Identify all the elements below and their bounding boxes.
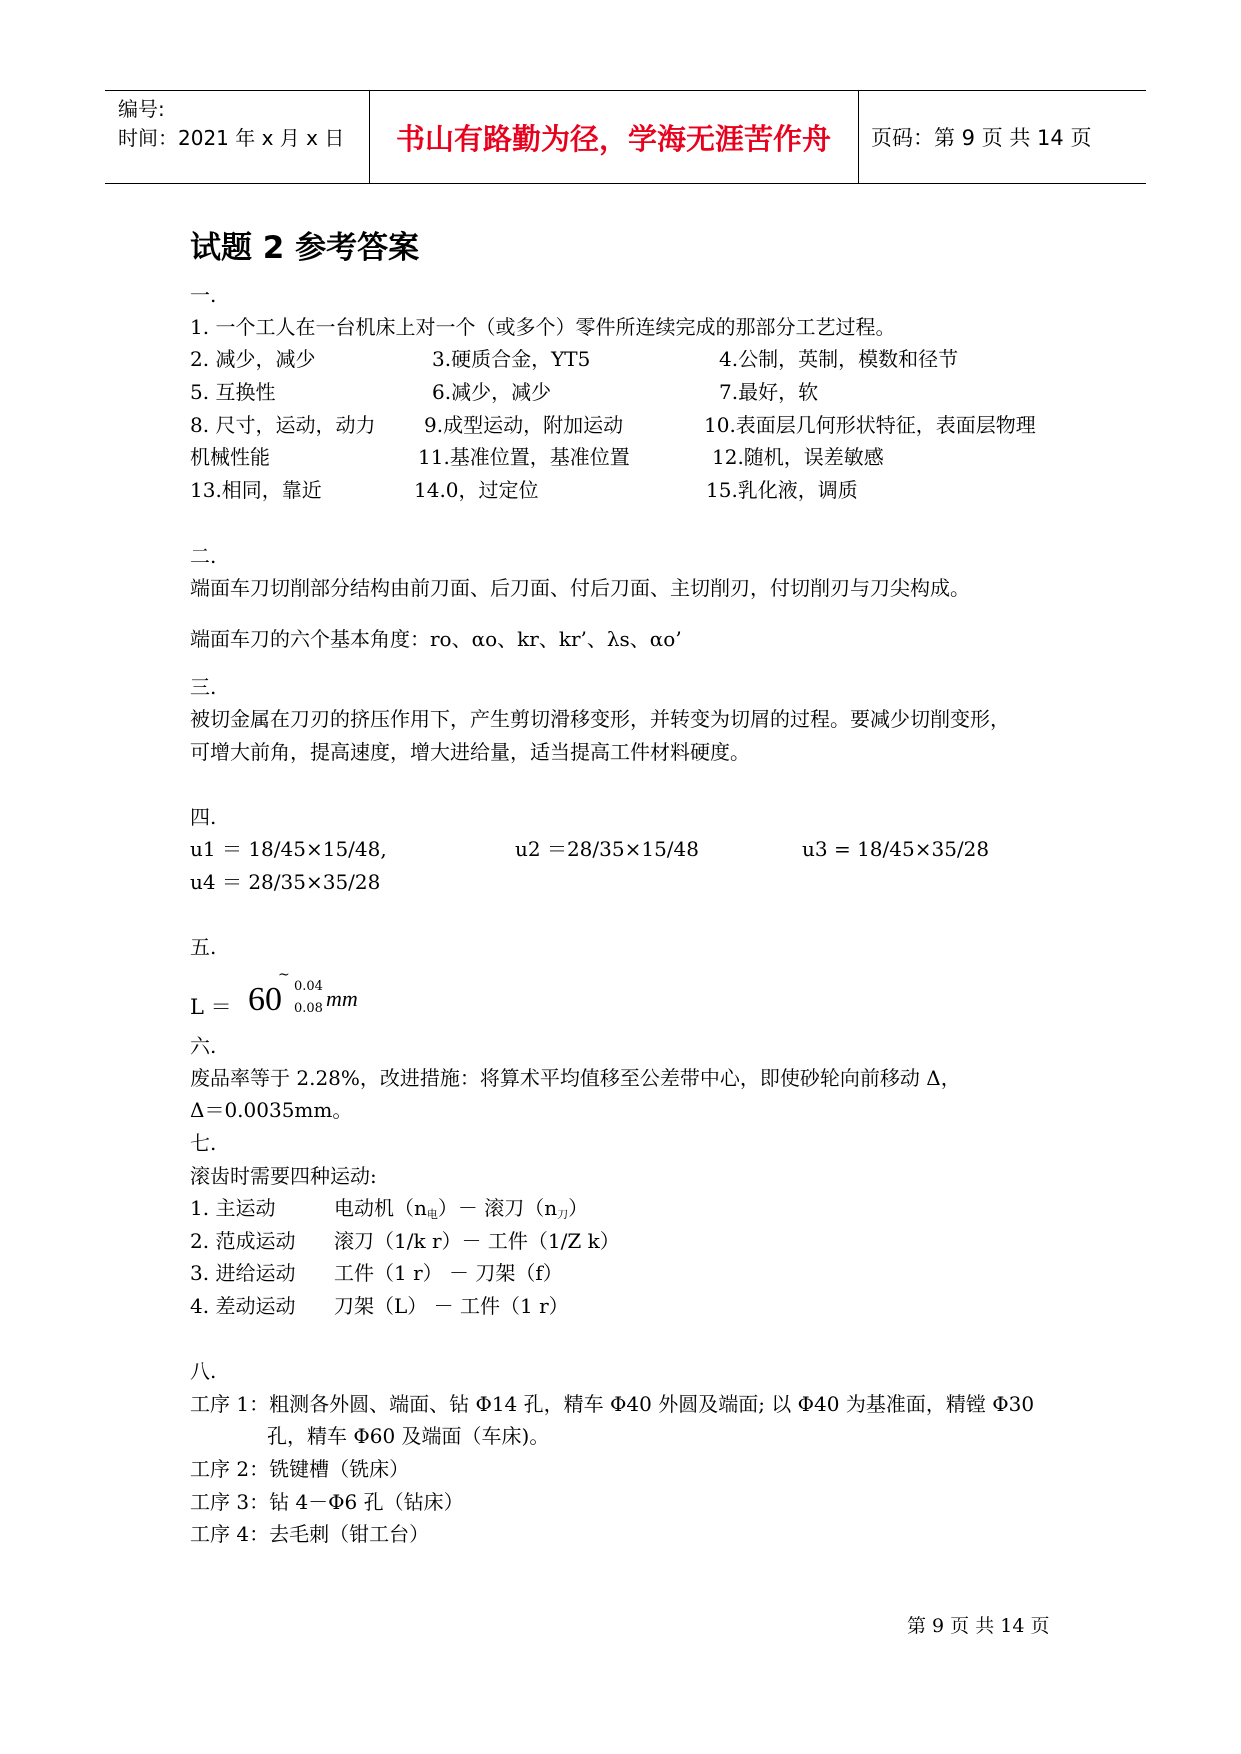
section-heading: 七.	[190, 1131, 217, 1155]
answer-line: 4.公制，英制，模数和径节	[719, 347, 959, 371]
answer-line: 端面车刀的六个基本角度：ro、αo、kr、kr’、λs、αo’	[190, 627, 682, 651]
page-footer: 第 9 页 共 14 页	[907, 1615, 1050, 1637]
motion-value: 刀架（L） － 工件（1 r）	[334, 1294, 569, 1318]
motion-value: 电动机$(n_电)-$ 滚刀$(n_刀)$	[334, 1196, 589, 1221]
process-step: 工序 3：钻 4－Φ6 孔（钻床）	[190, 1490, 464, 1514]
answer-line: 12.随机，误差敏感	[712, 445, 884, 469]
motion-label: 2. 范成运动	[190, 1229, 296, 1253]
answer-line: 1. 一个工人在一台机床上对一个（或多个）零件所连续完成的那部分工艺过程。	[190, 315, 896, 339]
motion-label: 4. 差动运动	[190, 1294, 296, 1318]
ratio-u1: u1 ＝ 18/45×15/48,	[190, 837, 387, 861]
section-heading: 八.	[190, 1359, 217, 1383]
answer-line: 14.0，过定位	[414, 478, 539, 502]
section-heading: 三.	[190, 675, 217, 699]
answer-line: 13.相同，靠近	[190, 478, 322, 502]
answer-line: 9.成型运动，附加运动	[424, 413, 624, 437]
motion-label: 1. 主运动	[190, 1196, 276, 1220]
answer-line: 5. 互换性	[190, 380, 276, 404]
section-heading: 六.	[190, 1034, 217, 1058]
process-step: 工序 1：粗测各外圆、端面、钻 Φ14 孔，精车 Φ40 外圆及端面; 以 Φ40 为基准面，精镗 Φ30	[190, 1392, 1035, 1416]
process-step: 孔，精车 Φ60 及端面（车床)。	[267, 1424, 550, 1448]
formula-unit: mm	[326, 986, 358, 1011]
header-divider	[858, 91, 859, 183]
formula-lhs: L ＝	[190, 995, 232, 1019]
answer-line: 被切金属在刀刃的挤压作用下，产生剪切滑移变形，并转变为切屑的过程。要减少切削变形，	[190, 707, 1010, 731]
ratio-u2: u2 ＝28/35×15/48	[515, 837, 699, 861]
answer-line: 可增大前角，提高速度，增大进给量，适当提高工件材料硬度。	[190, 740, 750, 764]
answer-line: 8. 尺寸，运动，动力	[190, 413, 376, 437]
ratio-u3: u3 = 18/45×35/28	[802, 837, 990, 861]
answer-line: 端面车刀切削部分结构由前刀面、后刀面、付后刀面、主切削刃，付切削刃与刀尖构成。	[190, 576, 970, 600]
time-label: 时间：2021 年 x 月 x 日	[118, 126, 345, 150]
answer-line: Δ＝0.0035mm。	[190, 1098, 353, 1122]
process-step: 工序 2：铣键槽（铣床）	[190, 1457, 410, 1481]
section-heading: 四.	[190, 805, 217, 829]
answer-line: 6.减少，减少	[432, 380, 552, 404]
header-page-label: 页码：第 9 页 共 14 页	[871, 126, 1092, 150]
answer-line: 废品率等于 2.28%，改进措施：将算术平均值移至公差带中心，即使砂轮向前移动 Δ，	[190, 1066, 961, 1090]
process-step: 工序 4：去毛刺（钳工台）	[190, 1522, 430, 1546]
answer-line: 11.基准位置，基准位置	[418, 445, 630, 469]
motion-value: 滚刀（1/k r）－ 工件（1/Z k）	[334, 1229, 620, 1253]
answer-line: 机械性能	[190, 445, 270, 469]
ratio-u4: u4 ＝ 28/35×35/28	[190, 870, 381, 894]
document-title: 试题 2 参考答案	[190, 230, 420, 266]
answer-line: 10.表面层几何形状特征，表面层物理	[704, 413, 1036, 437]
header-meta	[118, 95, 344, 153]
motion-label: 3. 进给运动	[190, 1261, 296, 1285]
header-motto: 书山有路勤为径，学海无涯苦作舟	[395, 121, 831, 156]
answer-line: 2. 减少，减少	[190, 347, 316, 371]
serial-label: 编号:	[118, 97, 165, 121]
answer-line: 7.最好，软	[719, 380, 819, 404]
section-heading: 一.	[190, 283, 217, 307]
formula-lower-tolerance: 0.08	[294, 1001, 323, 1016]
answer-line: 滚齿时需要四种运动:	[190, 1164, 377, 1188]
formula-base: 60	[248, 981, 282, 1018]
formula-tilde: ~	[278, 967, 290, 983]
formula-upper-tolerance: 0.04	[294, 979, 323, 994]
motion-value: 工件（1 r） － 刀架（f）	[334, 1261, 563, 1285]
section-heading: 二.	[190, 544, 217, 568]
section-heading: 五.	[190, 935, 217, 959]
answer-line: 3.硬质合金，YT5	[432, 347, 591, 371]
page-header	[105, 90, 1146, 184]
answer-line: 15.乳化液，调质	[706, 478, 858, 502]
